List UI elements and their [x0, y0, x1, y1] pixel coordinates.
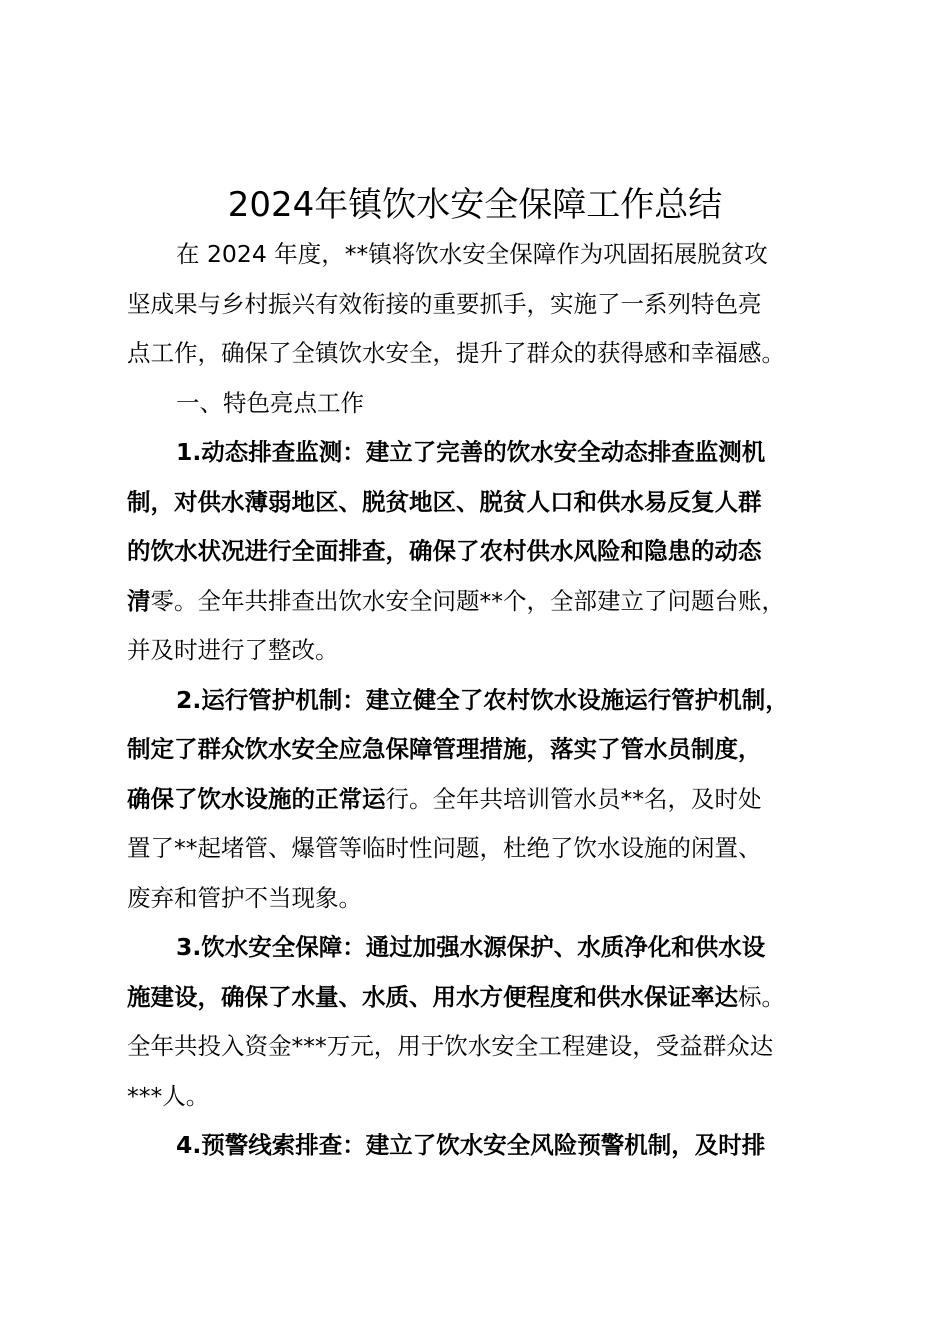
bold-text-segment: 制定了群众饮水安全应急保障管理措施，落实了管水员制度，	[127, 735, 762, 763]
text-line	[127, 379, 837, 429]
text-segment: 行。全年共培训管水员**名，及时处	[385, 784, 762, 813]
text-line	[127, 1072, 837, 1122]
text-line	[127, 577, 837, 627]
text-line	[127, 874, 837, 924]
text-segment: 标。	[738, 982, 785, 1011]
document-body	[127, 230, 837, 1171]
text-line	[127, 230, 837, 280]
text-line	[127, 428, 837, 478]
text-line	[127, 923, 837, 973]
bold-text-segment: 1.动态排查监测：建立了完善的饮水安全动态排查监测机	[176, 438, 766, 466]
text-line	[127, 824, 837, 874]
bold-text-segment: 确保了饮水设施的正常运	[127, 784, 386, 813]
text-line	[127, 478, 837, 528]
bold-text-segment: 清	[127, 586, 151, 615]
text-segment: 零。全年共排查出饮水安全问题**个，全部建立了问题台账，	[150, 586, 785, 615]
text-segment: 一、特色亮点工作	[176, 388, 364, 417]
text-segment: 并及时进行了整改。	[127, 636, 339, 664]
bold-text-segment: 施建设，确保了水量、水质、用水方便程度和供水保证率达	[127, 982, 738, 1011]
text-line	[127, 775, 837, 825]
text-segment: 全年共投入资金***万元，用于饮水安全工程建设，受益群众达	[127, 1032, 774, 1060]
text-segment: 坚成果与乡村振兴有效衔接的重要抓手，实施了一系列特色亮	[127, 289, 762, 318]
text-segment: 点工作，确保了全镇饮水安全，提升了群众的获得感和幸福感。	[127, 339, 785, 367]
text-line	[127, 329, 837, 379]
bold-text-segment: 制，对供水薄弱地区、脱贫地区、脱贫人口和供水易反复人群	[127, 487, 762, 516]
bold-text-segment: 的饮水状况进行全面排查，确保了农村供水风险和隐患的动态	[127, 537, 762, 565]
text-line	[127, 725, 837, 775]
text-line	[127, 280, 837, 330]
text-line	[127, 527, 837, 577]
bold-text-segment: 4.预警线索排查：建立了饮水安全风险预警机制，及时排	[176, 1131, 766, 1159]
bold-text-segment: 3.饮水安全保障：通过加强水源保护、水质净化和供水设	[176, 933, 766, 961]
bold-text-segment: 2.运行管护机制：建立健全了农村饮水设施运行管护机制，	[176, 685, 789, 714]
document-title: 2024年镇饮水安全保障工作总结	[227, 185, 723, 225]
text-line	[127, 676, 837, 726]
text-segment: ***人。	[127, 1081, 210, 1110]
text-line	[127, 626, 837, 676]
text-segment: 在 2024 年度，**镇将饮水安全保障作为巩固拓展脱贫攻	[176, 240, 768, 268]
text-segment: 废弃和管护不当现象。	[127, 883, 362, 912]
text-segment: 置了**起堵管、爆管等临时性问题，杜绝了饮水设施的闲置、	[127, 834, 762, 862]
text-line	[127, 973, 837, 1023]
text-line	[127, 1022, 837, 1072]
text-line	[127, 1121, 837, 1171]
